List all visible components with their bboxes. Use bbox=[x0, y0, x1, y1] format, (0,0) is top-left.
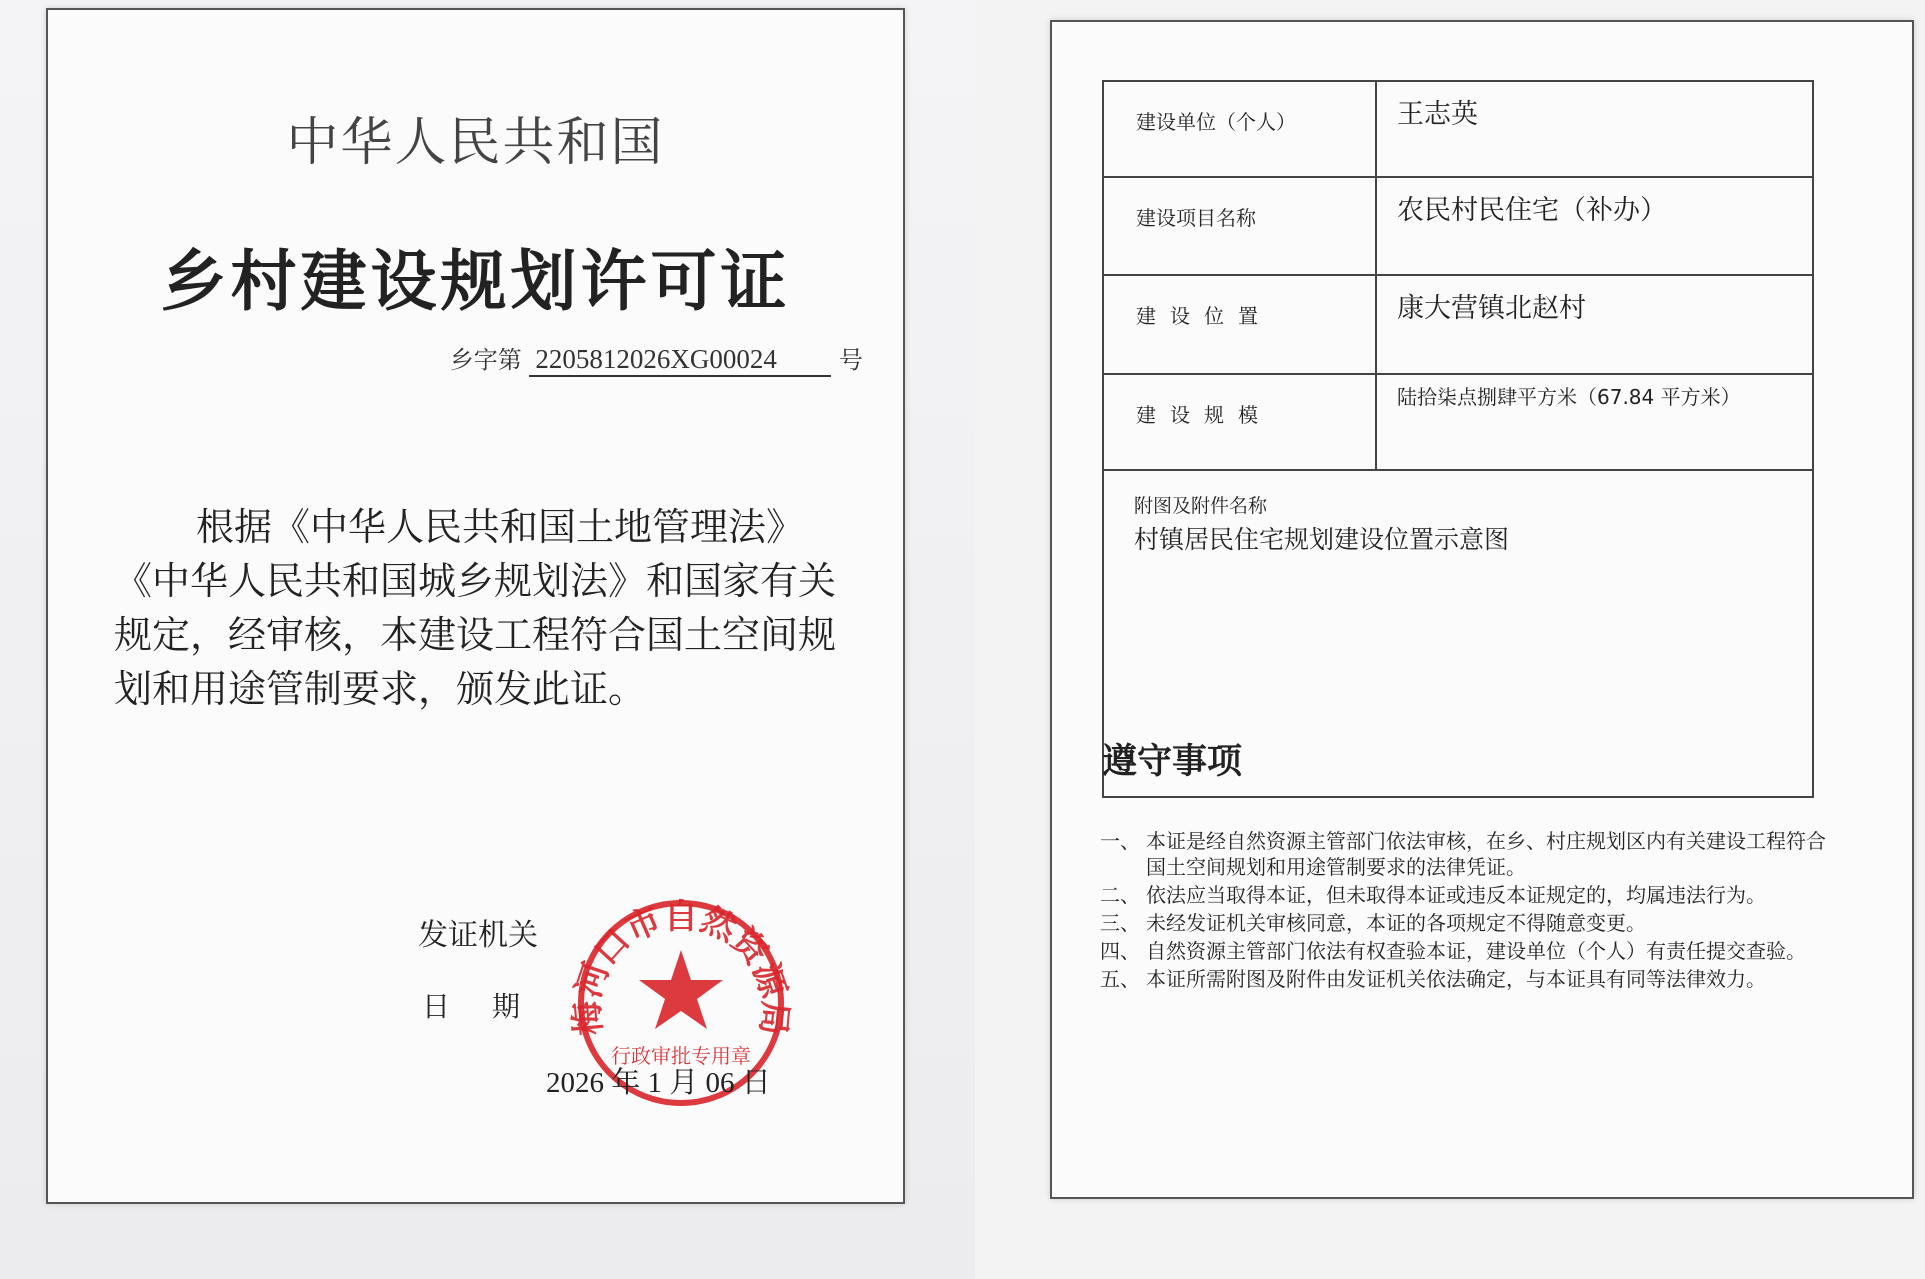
location-value: 康大营镇北赵村 bbox=[1376, 275, 1813, 374]
rule-number: 三、 bbox=[1100, 911, 1140, 935]
project-label: 建设项目名称 bbox=[1103, 177, 1376, 275]
list-item bbox=[1100, 938, 1835, 964]
rules-heading: 遵守事项 bbox=[1102, 742, 1243, 782]
project-value: 农民村民住宅（补办） bbox=[1376, 177, 1813, 275]
table-row bbox=[1103, 374, 1813, 470]
unit-label: 建设单位（个人） bbox=[1103, 81, 1376, 177]
unit-value: 王志英 bbox=[1376, 81, 1813, 177]
permit-number-line bbox=[450, 340, 863, 377]
list-item bbox=[1100, 966, 1835, 992]
seal-star-icon bbox=[639, 950, 723, 1029]
rule-text: 依法应当取得本证，但未取得本证或违反本证规定的，均属违法行为。 bbox=[1146, 883, 1766, 907]
list-item bbox=[1100, 882, 1835, 908]
permit-prefix: 乡字第 bbox=[449, 346, 522, 374]
permit-number: 2205812026XG00024 bbox=[529, 344, 831, 377]
rule-number: 一、 bbox=[1100, 829, 1140, 853]
location-label: 建设位置 bbox=[1103, 275, 1376, 374]
attachment-label: 附图及附件名称 bbox=[1134, 495, 1268, 517]
rule-text: 未经发证机关审核同意，本证的各项规定不得随意变更。 bbox=[1146, 911, 1646, 935]
date-label: 日期 bbox=[422, 990, 563, 1023]
svg-text:梅河口市自然资源局: 梅河口市自然资源局 bbox=[566, 896, 796, 1037]
rule-text: 本证所需附图及附件由发证机关依法确定，与本证具有同等法律效力。 bbox=[1146, 967, 1766, 991]
attachment-value: 村镇居民住宅规划建设位置示意图 bbox=[1134, 525, 1510, 554]
permit-suffix: 号 bbox=[839, 346, 863, 374]
rule-number: 四、 bbox=[1100, 939, 1140, 963]
certificate-front-page bbox=[46, 8, 905, 1204]
issuer-label: 发证机关 bbox=[418, 918, 538, 953]
project-info-table bbox=[1102, 80, 1814, 798]
table-row bbox=[1103, 177, 1813, 275]
issue-date: 2026 年 1 月 06 日 bbox=[546, 1067, 771, 1099]
rules-list bbox=[1100, 828, 1835, 994]
table-row bbox=[1103, 275, 1813, 374]
certificate-title: 乡村建设规划许可证 bbox=[160, 243, 791, 320]
scale-label: 建设规模 bbox=[1103, 374, 1376, 470]
rule-text: 自然资源主管部门依法有权查验本证，建设单位（个人）有责任提交查验。 bbox=[1146, 939, 1806, 963]
table-row bbox=[1103, 81, 1813, 177]
certificate-back-page bbox=[1050, 20, 1914, 1199]
rule-number: 五、 bbox=[1100, 967, 1140, 991]
scale-value: 陆拾柒点捌肆平方米（67.84 平方米） bbox=[1376, 374, 1813, 470]
list-item bbox=[1100, 910, 1835, 936]
rule-text: 本证是经自然资源主管部门依法审核，在乡、村庄规划区内有关建设工程符合国土空间规划和用途管制要求的法律凭证。 bbox=[1146, 829, 1826, 879]
list-item bbox=[1100, 828, 1835, 880]
svg-text:行政审批专用章: 行政审批专用章 bbox=[611, 1044, 751, 1068]
legal-basis-paragraph: 根据《中华人民共和国土地管理法》《中华人民共和国城乡规划法》和国家有关规定，经审核，本建设工程符合国土空间规划和用途管制要求，颁发此证。 bbox=[114, 505, 837, 711]
rule-number: 二、 bbox=[1100, 883, 1140, 907]
country-heading: 中华人民共和国 bbox=[286, 113, 665, 173]
